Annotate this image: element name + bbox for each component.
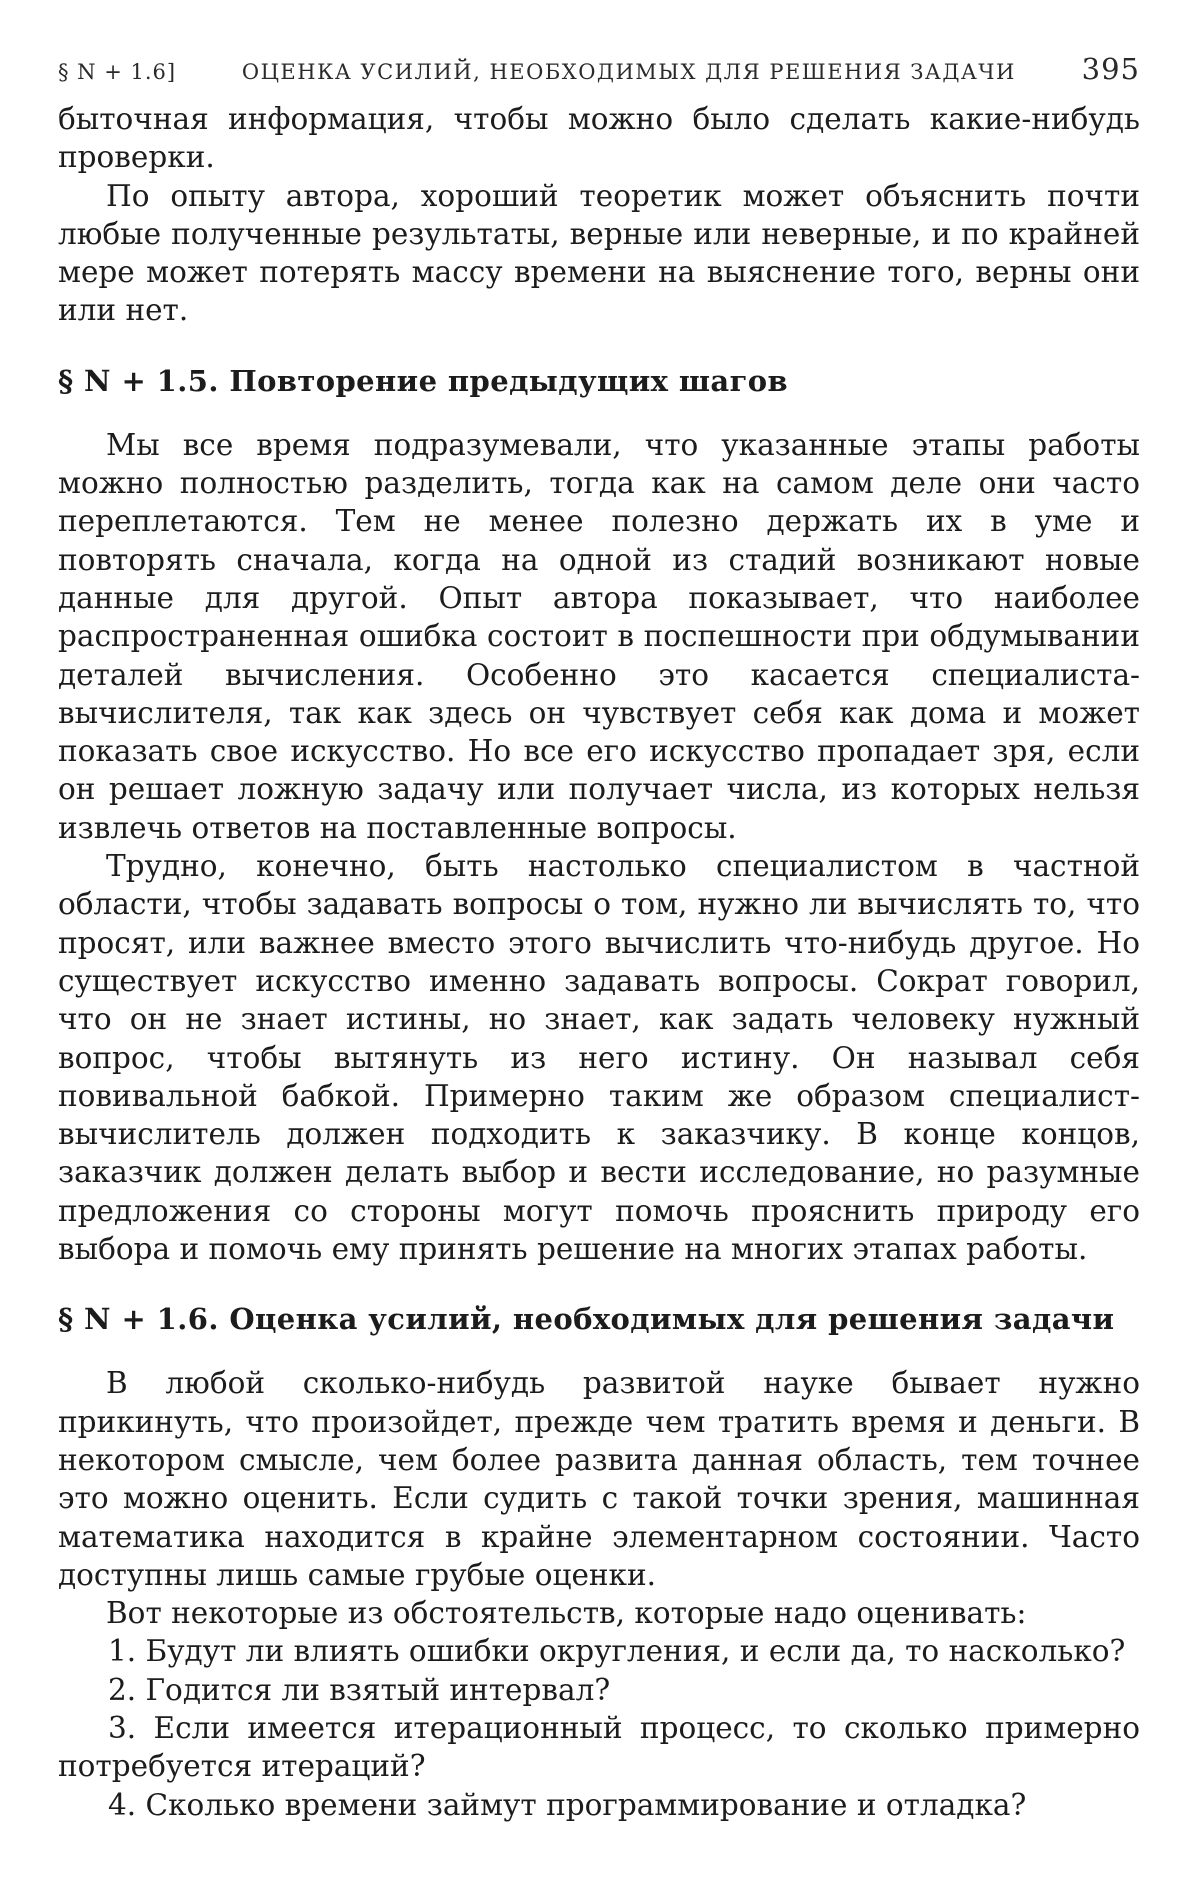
- header-section-ref: § N + 1.6]: [58, 60, 177, 84]
- section-heading-1-6: [58, 1300, 1140, 1338]
- section-title: Повторение предыдущих шагов: [229, 363, 789, 398]
- list-item: 4. Сколько времени займут программирование и отладка?: [108, 1787, 1027, 1822]
- paragraph: В любой сколько-нибудь развитой науке бывает нужно прикинуть, что произойдет, прежде чем тратить время и деньги. В некотором смысле, чем более развита данная область, тем точнее это можно оценить. Если судить с такой точки зрения, машинная математика находится в крайне элементарном состоянии. Часто доступны лишь самые грубые оценки.: [58, 1366, 1140, 1592]
- section-title: Оценка усилий, необходимых для решения задачи: [229, 1302, 1115, 1337]
- page-number: 395: [1081, 52, 1140, 86]
- section-number: § N + 1.6.: [58, 1302, 219, 1337]
- section-number: § N + 1.5.: [58, 363, 219, 398]
- section-heading-1-5: [58, 362, 1140, 400]
- paragraph: Мы все время подразумевали, что указанные этапы работы можно полностью разделить, тогда как на самом деле они часто переплетаются. Тем не менее полезно держать их в уме и повторять сначала, когда на одной из стадий возникают новые данные для другой. Опыт автора показывает, что наиболее распространенная ошибка состоит в поспешности при обдумывании деталей вычисления. Особенно это касается специалиста-вычислителя, так как здесь он чувствует себя как дома и может показать свое искусство. Но все его искусство пропадает зря, если он решает ложную задачу или получает числа, из которых нельзя извлечь ответов на поставленные вопросы.: [58, 427, 1140, 845]
- paragraph-continuation: быточная информация, чтобы можно было сделать какие-нибудь проверки.: [58, 102, 1140, 175]
- estimate-list: [58, 1632, 1140, 1823]
- paragraph: Вот некоторые из обстоятельств, которые надо оценивать:: [106, 1596, 1027, 1631]
- list-item: 2. Годится ли взятый интервал?: [108, 1672, 611, 1707]
- list-item: 1. Будут ли влиять ошибки округления, и если да, то насколько?: [108, 1634, 1126, 1669]
- paragraph: Трудно, конечно, быть настолько специалистом в частной области, чтобы задавать вопросы о том, нужно ли вычислять то, что просят, или важнее вместо этого вычислить что-нибудь другое. Но существует искусство именно задавать вопросы. Сократ говорил, что он не знает истины, но знает, как задать человеку нужный вопрос, чтобы вытянуть из него истину. Он называл себя повивальной бабкой. Примерно таким же образом специалист-вычислитель должен подходить к заказчику. В конце концов, заказчик должен делать выбор и вести исследование, но разумные предложения со стороны могут помочь прояснить природу его выбора и помочь ему принять решение на многих этапах работы.: [58, 849, 1140, 1267]
- header-title: ОЦЕНКА УСИЛИЙ, НЕОБХОДИМЫХ ДЛЯ РЕШЕНИЯ ЗАДАЧИ: [241, 60, 1016, 84]
- list-item: 3. Если имеется итерационный процесс, то сколько примерно потребуется итераций?: [58, 1710, 1140, 1784]
- book-page: [58, 52, 1140, 1824]
- paragraph: По опыту автора, хороший теоретик может объяснить почти любые полученные результаты, верные или неверные, и по крайней мере может потерять массу времени на выяснение того, верны они или нет.: [58, 178, 1140, 328]
- running-header: [58, 52, 1140, 86]
